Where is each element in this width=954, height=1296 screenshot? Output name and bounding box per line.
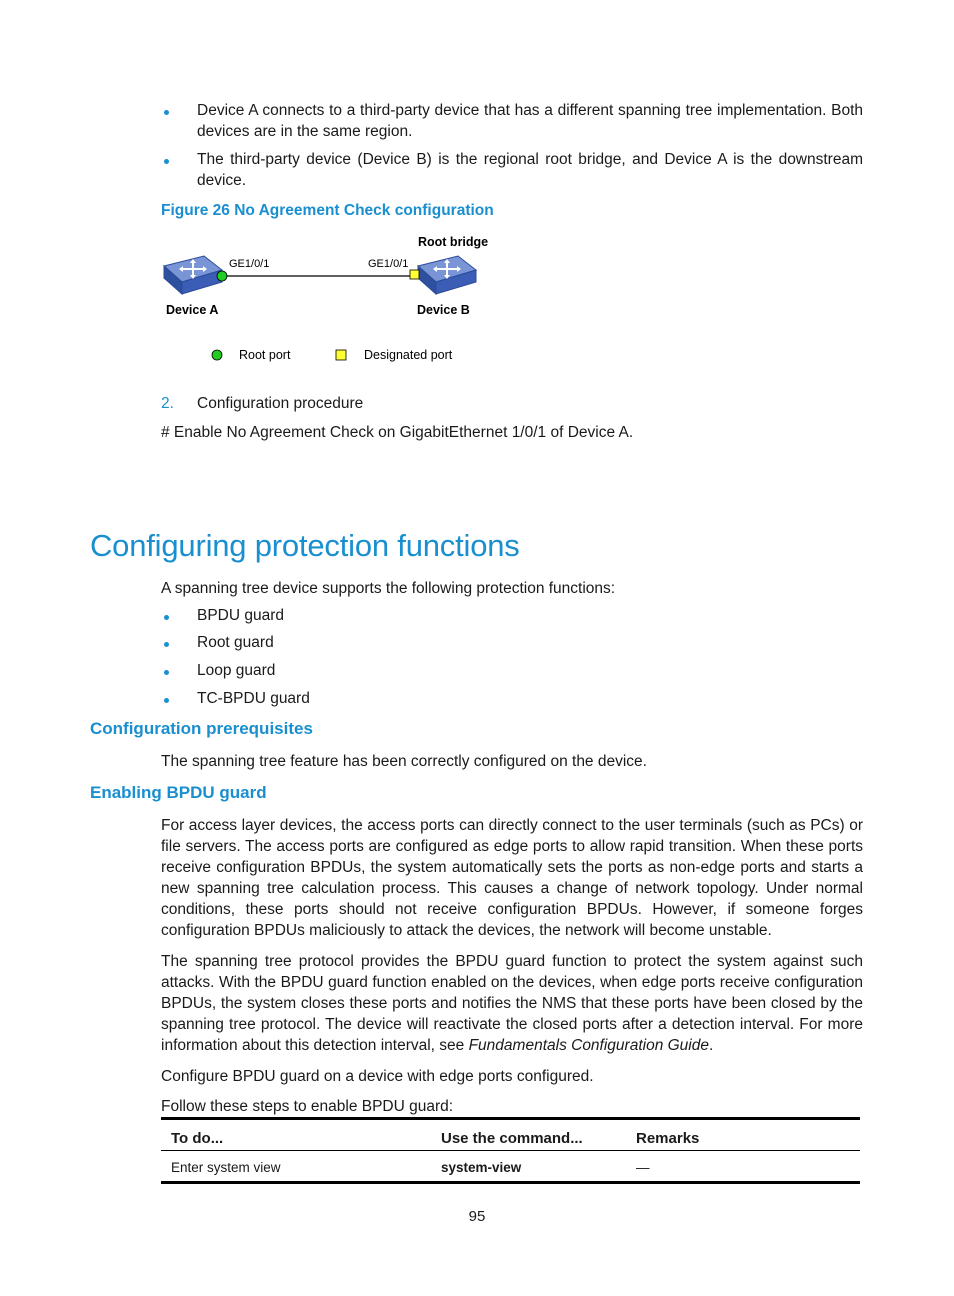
table-row [161,1151,860,1183]
guide-reference: Fundamentals Configuration Guide [468,1037,709,1054]
procedure-label: Configuration procedure [197,395,364,412]
bpdu-guard-paragraph-3: Configure BPDU guard on a device with edge ports configured. [161,1068,594,1085]
function-item: BPDU guard [197,607,285,624]
prerequisites-heading: Configuration prerequisites [90,719,313,738]
bullet-marker [164,642,169,647]
table-cell-remarks: — [626,1151,860,1183]
device-a-label: Device A [166,303,219,317]
prerequisites-text: The spanning tree feature has been correctly configured on the device. [161,753,647,770]
designated-port-marker-device-b [410,270,419,279]
legend-designated-port-label: Designated port [364,348,453,362]
switch-icon-device-b [418,256,476,294]
table-cell-command: system-view [431,1151,626,1183]
function-item: TC-BPDU guard [197,690,310,707]
table-header-row [161,1119,860,1151]
root-bridge-label: Root bridge [418,235,489,249]
column-header-command: Use the command... [431,1119,626,1151]
function-item: Root guard [197,634,274,651]
intro-bullet-2: The third-party device (Device B) is the regional root bridge, and Device A is the downstream device. [197,151,863,189]
paragraph-end: . [709,1037,714,1054]
column-header-remarks: Remarks [626,1119,860,1151]
port-label-device-a: GE1/0/1 [229,258,270,270]
bullet-marker [164,159,169,164]
bullet-marker [164,670,169,675]
steps-intro: Follow these steps to enable BPDU guard: [161,1098,454,1115]
bpdu-guard-heading: Enabling BPDU guard [90,783,267,802]
device-b-label: Device B [417,303,470,317]
legend-designated-port-icon [336,350,346,360]
bullet-marker [164,110,169,115]
column-header-to-do: To do... [161,1119,431,1151]
procedure-comment: # Enable No Agreement Check on GigabitEthernet 1/0/1 of Device A. [161,424,634,441]
table-cell-action: Enter system view [161,1151,431,1183]
bullet-marker [164,615,169,620]
intro-bullet-1: Device A connects to a third-party device that has a different spanning tree implementation. Both devices are in the same region. [197,102,863,140]
figure-title: Figure 26 No Agreement Check configuration [161,202,494,219]
procedure-number: 2. [161,395,174,412]
legend-root-port-label: Root port [239,348,291,362]
page-number: 95 [468,1208,486,1225]
bullet-marker [164,698,169,703]
root-port-marker-device-a [217,271,227,281]
legend-root-port-icon [212,350,222,360]
chapter-intro: A spanning tree device supports the following protection functions: [161,580,616,597]
chapter-title: Configuring protection functions [90,528,520,563]
port-label-device-b: GE1/0/1 [368,258,409,270]
steps-table [161,1117,860,1184]
paragraph-text: The spanning tree protocol provides the BPDU guard function to protect the system against such attacks. With the BPDU guard function enabled on the devices, when edge ports receive configuration BPDUs, the system closes these ports and notifies the NMS that these ports have been closed by the spanning tree protocol. The device will reactivate the closed ports after a detection interval. For more information about this detection interval, see [161,953,863,1054]
function-item: Loop guard [197,662,276,679]
switch-icon-device-a [164,256,222,294]
bpdu-guard-paragraph-2 [161,951,863,1056]
bpdu-guard-paragraph-1: For access layer devices, the access ports can directly connect to the user terminals (such as PCs) or file servers. The access ports are configured as edge ports to allow rapid transition. When these ports receive configuration BPDUs, the system automatically sets the ports as non-edge ports and starts a new spanning tree calculation process. This causes a change of network topology. Under normal conditions, these ports should not receive configuration BPDUs. However, if someone forges configuration BPDUs maliciously to attack the devices, the network will become unstable. [161,817,863,939]
